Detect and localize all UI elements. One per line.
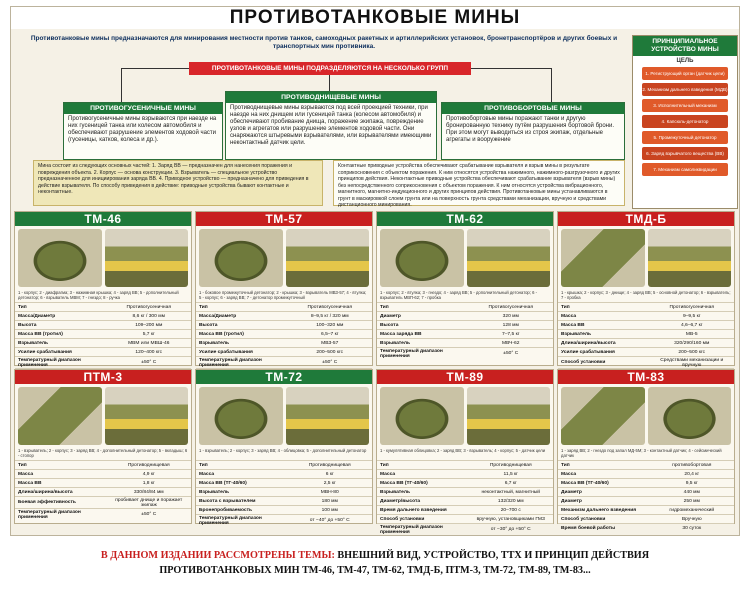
spec-value: вручную, установщиками ГМЗ [469, 515, 553, 524]
mine-panel-tm72 [195, 369, 373, 524]
groups-banner: ПРОТИВОТАНКОВЫЕ МИНЫ ПОДРАЗДЕЛЯЮТСЯ НА НЕСКОЛЬКО ГРУПП [189, 62, 471, 75]
mine-cutaway [648, 229, 732, 287]
spec-value: 8,6 кг / 300 мм [107, 312, 191, 321]
spec-value: МВ-5 [650, 330, 734, 339]
spec-row [15, 461, 191, 470]
group-text: Противогусеничные мины взрываются при наезде на них гусеницей танка или колесом автомобиля и обеспечивают разрушение элементов ходовой части (гусеницы, катков, колеса и др.). [68, 116, 217, 143]
spec-row [558, 461, 734, 470]
spec-value: МВМ или МВШ-46 [107, 339, 191, 348]
spec-label: Бронепробиваемость [196, 506, 288, 515]
spec-label: Взрыватель [377, 488, 469, 497]
spec-label: Взрыватель [196, 339, 288, 348]
spec-value: 6 кг [288, 470, 372, 479]
mine-legend: 1 - заряд ВВ; 2 - гнездо под запал МД-5М; 3 - контактный датчик; 4 - сейсмический датчик [561, 448, 722, 458]
spec-label: Масса ВВ (ТГ-40/60) [377, 479, 469, 488]
mine-panel-tm57 [195, 211, 373, 366]
spec-label: Тип [15, 303, 107, 312]
spec-row [558, 339, 734, 348]
spec-row [558, 303, 734, 312]
spec-label: Масса ВВ (ТГ-40/60) [558, 479, 650, 488]
spec-row [377, 497, 553, 506]
spec-value: 180 мм [288, 497, 372, 506]
spec-value: 9,5 кг [650, 479, 734, 488]
spec-label: Диаметр [558, 497, 650, 506]
principle-step: 2. Механизм дальнего взведения (МДВ) [642, 83, 728, 96]
mine-title: ТМ-83 [558, 370, 734, 384]
spec-label: Масса/Диаметр [196, 312, 288, 321]
mine-images [377, 226, 553, 290]
spec-value: ±50° С [107, 357, 191, 369]
spec-table [15, 460, 191, 520]
spec-value: 100 мм [288, 506, 372, 515]
spec-label: Взрыватель [558, 330, 650, 339]
spec-value: 128 мм [469, 321, 553, 330]
group-anti-bottom [225, 91, 437, 160]
spec-row [196, 357, 372, 369]
spec-label: Усилие срабатывания [15, 348, 107, 357]
spec-value: неконтактный, магнитный [469, 488, 553, 497]
spec-label: Высота [15, 321, 107, 330]
spec-row [377, 348, 553, 360]
spec-value: Противоднищевая [469, 461, 553, 470]
intro-text: Противотанковые мины предназначаются для минирования местности против танков, самоходных ракетных и артиллерийских установок, бронетранспортёров и других боевых и транспортных мин противника. [30, 35, 618, 50]
spec-label: Масса ВВ (ТГ-40/60) [196, 479, 288, 488]
spec-value: 330/84/84 мм [107, 488, 191, 497]
spec-row [377, 339, 553, 348]
spec-row [196, 312, 372, 321]
principle-target: ЦЕЛЬ [676, 58, 694, 64]
spec-value: 320/290/160 мм [650, 339, 734, 348]
mine-panel-tm62 [376, 211, 554, 366]
spec-label: Взрыватель [377, 339, 469, 348]
spec-label: Температурный диапазон применения [15, 509, 107, 521]
spec-value: гидромеханический [650, 506, 734, 515]
spec-row [377, 515, 553, 524]
mine-cutaway [105, 229, 189, 287]
mine-cutaway [467, 229, 551, 287]
mine-photo [561, 387, 645, 445]
mine-title: ПТМ-3 [15, 370, 191, 384]
spec-row [558, 348, 734, 357]
spec-value: 440 мм [650, 488, 734, 497]
spec-value: Противогусеничная [107, 303, 191, 312]
spec-row [558, 321, 734, 330]
spec-value: 6,7 кг [469, 479, 553, 488]
spec-label: Время дальнего взведения [377, 506, 469, 515]
spec-row [558, 497, 734, 506]
spec-label: Тип [15, 461, 107, 470]
spec-row [377, 479, 553, 488]
spec-table [558, 302, 734, 377]
spec-value: от −30° до +50° С [469, 524, 553, 536]
spec-row [15, 312, 191, 321]
fuzes-text: Контактные приводные устройства обеспечивают срабатывание взрывателя и взрыв мины в результате соприкосновения с объектом поражения. К ним относятся устройства нажимного, нажимного-разгрузочного и других принципов действия. Неконтактные приводные устройства обеспечивают срабатывание взрывателя (взрыв мины) без непосредственного соприкосновения с объектом поражения. К ним относятся устройства вибрационного, магнитного, магнитно-индукционного и других принципов действия. Противотанковые мины устанавливаются в грунт в маскировкой слоем грунта или на поверхность грунта средствами механизации, вручную и средствами дистанционного минирования. [333, 160, 625, 206]
spec-row [15, 321, 191, 330]
spec-value: 30 суток [650, 524, 734, 533]
spec-value: 100–320 мм [288, 321, 372, 330]
mine-photo [380, 387, 464, 445]
spec-label: Боевая эффективность [15, 497, 107, 509]
spec-label: Масса [558, 470, 650, 479]
spec-value: пробивает днище и поражает экипаж [107, 497, 191, 509]
spec-row [15, 488, 191, 497]
spec-label: Длина/ширина/высота [15, 488, 107, 497]
edition-line-1 [0, 548, 750, 563]
spec-value: МВЧ-62 [469, 339, 553, 348]
spec-label: Тип [196, 461, 288, 470]
spec-label: Длина/ширина/высота [558, 339, 650, 348]
mine-images [558, 226, 734, 290]
spec-row [196, 515, 372, 527]
mine-images [377, 384, 553, 448]
spec-label: Температурный диапазон применения [15, 357, 107, 369]
poster [10, 6, 740, 536]
mine-cutaway [467, 387, 551, 445]
spec-row [558, 524, 734, 533]
spec-value: 11,5 кг [469, 470, 553, 479]
mine-panel-tm89 [376, 369, 554, 535]
spec-row [377, 470, 553, 479]
edition-line-2: ПРОТИВОТАНКОВЫХ МИН ТМ-46, ТМ-47, ТМ-62, ТМД-Б, ПТМ-3, ТМ-72, ТМ-89, ТМ-83... [159, 565, 591, 576]
spec-row [15, 509, 191, 521]
mine-title: ТМ-57 [196, 212, 372, 226]
mine-panel-tm83 [557, 369, 735, 531]
spec-label: Масса [377, 470, 469, 479]
mine-panel-tmdb [557, 211, 735, 366]
spec-label: Тип [558, 303, 650, 312]
composition-text: Мина состоит из следующих основных частей: 1. Заряд ВВ — предназначен для нанесения поражения и повреждения объекта. 2. Корпус — основа конструкции. 3. Взрыватель — специальное устройство предназначенное для инициирования заряда ВВ. 4. Приводное устройство — предназначено для приведения в действие взрывателя. По способу приведения в действие: приводные устройства бывают контактные и неконтактные. [33, 160, 323, 206]
spec-value: 320 мм [469, 312, 553, 321]
spec-value: 200–500 кгс [650, 348, 734, 357]
spec-row [558, 312, 734, 321]
spec-label: Температурный диапазон применения [377, 348, 469, 360]
spec-label: Диаметр/высота [377, 497, 469, 506]
mine-images [15, 384, 191, 448]
edition-lead: В ДАННОМ ИЗДАНИИ РАССМОТРЕНЫ ТЕМЫ: [100, 550, 335, 561]
mine-cutaway [286, 387, 370, 445]
spec-row [196, 303, 372, 312]
mine-photo [199, 387, 283, 445]
spec-row [15, 357, 191, 369]
spec-value: ±50° С [107, 509, 191, 521]
mine-legend: 1 - боковое промежуточный детонатор; 2 - крышка; 3 - взрыватель МВЗ-57; 4 - втулка; 5 - корпус; 6 - заряд ВВ; 7 - детонатор промежуточный [199, 290, 367, 300]
mine-legend: 1 - кумулятивная облицовка; 2 - заряд ВВ; 3 - взрыватель; 4 - корпус; 5 - датчик цели [380, 448, 546, 453]
mine-panel-tm46 [14, 211, 192, 366]
spec-label: Температурный диапазон применения [196, 515, 288, 527]
spec-label: Высота [196, 321, 288, 330]
spec-value: от −40° до +50° С [288, 515, 372, 527]
spec-row [15, 470, 191, 479]
spec-label: Диаметр [558, 488, 650, 497]
edition-note [0, 548, 750, 578]
spec-label: Тип [377, 461, 469, 470]
group-text: Противоднищевые мины взрываются под всей проекцией техники, при наезде на них днищем или гусеницей танка (колесом автомобиля) и обеспечивают пробивание днища, поражение экипажа, повреждение узлов и агрегатов или разрушение элементов ходовой части. Они снаряжаются штыревыми взрывателями, или взрывателями имеющими неконтактный датчик цели. [230, 105, 432, 146]
spec-table [558, 460, 734, 532]
mine-cutaway [105, 387, 189, 445]
spec-label: Взрыватель [196, 488, 288, 497]
spec-label: Температурный диапазон применения [377, 524, 469, 536]
spec-row [558, 470, 734, 479]
spec-value: Вручную [650, 515, 734, 524]
spec-value: противобортовая [650, 461, 734, 470]
mine-photo [18, 387, 102, 445]
spec-row [558, 479, 734, 488]
principle-step: 7. Механизм самоликвидации [642, 163, 728, 176]
spec-row [15, 330, 191, 339]
spec-value: Противоднищевая [107, 461, 191, 470]
spec-label: Масса [558, 312, 650, 321]
principle-title: ПРИНЦИПИАЛЬНОЕ УСТРОЙСТВО МИНЫ [633, 36, 737, 56]
mine-title: ТМ-46 [15, 212, 191, 226]
spec-row [196, 321, 372, 330]
principle-step: 5. Промежуточный детонатор [642, 131, 728, 144]
spec-value: 2,5 кг [288, 479, 372, 488]
spec-row [558, 488, 734, 497]
mine-title: ТМ-72 [196, 370, 372, 384]
spec-label: Масса ВВ (тротил) [196, 330, 288, 339]
principle-step: 6. Заряд взрывчатого вещества (ВВ) [642, 147, 728, 160]
spec-label: Способ установки [558, 357, 650, 369]
spec-label: Температурный диапазон применения [196, 357, 288, 369]
spec-value: 4,6–6,7 кг [650, 321, 734, 330]
poster-title: ПРОТИВОТАНКОВЫЕ МИНЫ [229, 7, 521, 28]
spec-row [558, 506, 734, 515]
spec-row [196, 348, 372, 357]
mine-photo [18, 229, 102, 287]
spec-label: Масса [15, 470, 107, 479]
spec-label: Взрыватель [15, 339, 107, 348]
group-title: ПРОТИВОДНИЩЕВЫЕ МИНЫ [226, 92, 436, 103]
mine-photo [199, 229, 283, 287]
spec-value: ±50° С [469, 348, 553, 360]
mine-legend: 1 - корпус; 2 - втулка; 3 - гнездо; 4 - заряд ВВ; 5 - дополнительный детонатор; 6 - взрыватель МВП-62; 7 - пробка [380, 290, 537, 300]
spec-value: 6,5–7 кг [288, 330, 372, 339]
spec-value: 20–700 с [469, 506, 553, 515]
spec-value: ±50° С [288, 357, 372, 369]
mine-legend: 1 - корпус; 2 - диафрагма; 3 - нажимная крышка; 4 - заряд ВВ; 5 - дополнительный детонатор; 6 - взрыватель МВМ; 7 - гнездо; 8 - ручка [18, 290, 179, 300]
mine-title: ТМД-Б [558, 212, 734, 226]
spec-value: МВН-80 [288, 488, 372, 497]
spec-row [377, 461, 553, 470]
spec-row [558, 357, 734, 369]
mine-legend: 1 - взрыватель; 2 - корпус; 3 - заряд ВВ; 4 - облицовка; 5 - дополнительный детонатор [199, 448, 367, 453]
spec-row [15, 303, 191, 312]
spec-label: Усилие срабатывания [558, 348, 650, 357]
spec-label: Масса ВВ (тротил) [15, 330, 107, 339]
spec-row [377, 524, 553, 536]
spec-row [377, 312, 553, 321]
spec-value: 132/320 мм [469, 497, 553, 506]
mine-panel-ptm3 [14, 369, 192, 524]
mine-diagram [648, 387, 732, 445]
spec-row [196, 461, 372, 470]
principle-panel [632, 35, 738, 209]
principle-step: 1. Региструющий орган (датчик цели) [642, 67, 728, 80]
spec-value: 8–9,5 кг / 320 мм [288, 312, 372, 321]
group-title: ПРОТИВОГУСЕНИЧНЫЕ МИНЫ [64, 103, 222, 114]
group-text: Противобортовые мины поражают танки и другую бронированную технику путём разрушения бортовой брони. При этом могут выводиться из строя экипаж, отдельные агрегаты и вооружение [446, 116, 615, 143]
mine-images [15, 226, 191, 290]
spec-value: 9–9,5 кг [650, 312, 734, 321]
principle-step: 4. Капсюль-детонатор [642, 115, 728, 128]
mine-cutaway [286, 229, 370, 287]
connector-line [471, 68, 551, 69]
spec-value: 20,4 кг [650, 470, 734, 479]
spec-row [15, 479, 191, 488]
spec-value: Противоднищевая [288, 461, 372, 470]
spec-value: 250 мм [650, 497, 734, 506]
mine-legend: 1 - взрыватель; 2 - корпус; 3 - заряд ВВ; 4 - дополнительный детонатор; 5 - вкладыш; 6 - стопор [18, 448, 188, 458]
group-anti-side [441, 102, 625, 160]
spec-value: Противогусеничная [288, 303, 372, 312]
mine-images [558, 384, 734, 448]
spec-value: Противогусеничная [469, 303, 553, 312]
spec-table [196, 460, 372, 526]
group-anti-track [63, 102, 223, 160]
spec-label: Усилие срабатывания [196, 348, 288, 357]
spec-row [196, 470, 372, 479]
spec-label: Масса [196, 470, 288, 479]
spec-row [377, 488, 553, 497]
spec-value: 109–200 мм [107, 321, 191, 330]
spec-label: Диаметр [377, 312, 469, 321]
spec-label: Способ установки [377, 515, 469, 524]
spec-table [377, 460, 553, 535]
spec-row [377, 321, 553, 330]
spec-value: 120–400 кгс [107, 348, 191, 357]
spec-row [196, 497, 372, 506]
principle-step: 3. Исполнительный механизм [642, 99, 728, 112]
spec-label: Высота [377, 321, 469, 330]
spec-row [196, 506, 372, 515]
spec-row [15, 339, 191, 348]
spec-row [377, 330, 553, 339]
connector-line [551, 68, 552, 102]
mine-images [196, 384, 372, 448]
group-title: ПРОТИВОБОРТОВЫЕ МИНЫ [442, 103, 624, 114]
spec-label: Время боевой работы [558, 524, 650, 533]
spec-label: Тип [377, 303, 469, 312]
connector-line [329, 75, 330, 91]
spec-row [558, 515, 734, 524]
spec-value: 200–500 кгс [288, 348, 372, 357]
principle-steps [633, 67, 737, 176]
spec-table [377, 302, 553, 359]
spec-value: МВЗ-57 [288, 339, 372, 348]
spec-row [196, 330, 372, 339]
connector-line [121, 68, 122, 102]
spec-row [196, 488, 372, 497]
connector-line [121, 68, 189, 69]
spec-value: 7–7,5 кг [469, 330, 553, 339]
spec-row [558, 330, 734, 339]
spec-row [15, 348, 191, 357]
mine-images [196, 226, 372, 290]
spec-row [377, 303, 553, 312]
spec-label: Тип [196, 303, 288, 312]
spec-value: Средствами механизации и вручную [650, 357, 734, 369]
mine-title: ТМ-89 [377, 370, 553, 384]
spec-value: 5,7 кг [107, 330, 191, 339]
spec-value: 4,9 кг [107, 470, 191, 479]
mine-legend: 1 - крышка; 2 - корпус; 3 - днище; 4 - заряд ВВ; 5 - основной детонатор; 6 - взрыватель; 7 - пробка [561, 290, 731, 300]
spec-label: Тип [558, 461, 650, 470]
mine-photo [561, 229, 645, 287]
spec-label: Масса/Диаметр [15, 312, 107, 321]
spec-label: Высота с взрывателем [196, 497, 288, 506]
spec-row [196, 339, 372, 348]
mine-title: ТМ-62 [377, 212, 553, 226]
spec-row [196, 479, 372, 488]
spec-label: Масса ВВ [15, 479, 107, 488]
spec-label: Способ установки [558, 515, 650, 524]
spec-row [377, 506, 553, 515]
mine-photo [380, 229, 464, 287]
spec-label: Механизм дальнего взведения [558, 506, 650, 515]
spec-value: Противогусеничная [650, 303, 734, 312]
spec-row [15, 497, 191, 509]
edition-topics: ВНЕШНИЙ ВИД, УСТРОЙСТВО, ТТХ И ПРИНЦИП ДЕЙСТВИЯ [337, 550, 650, 561]
spec-value: 1,8 кг [107, 479, 191, 488]
spec-label: Масса ВВ [558, 321, 650, 330]
spec-label: Масса заряда ВВ [377, 330, 469, 339]
title-band [11, 7, 739, 29]
